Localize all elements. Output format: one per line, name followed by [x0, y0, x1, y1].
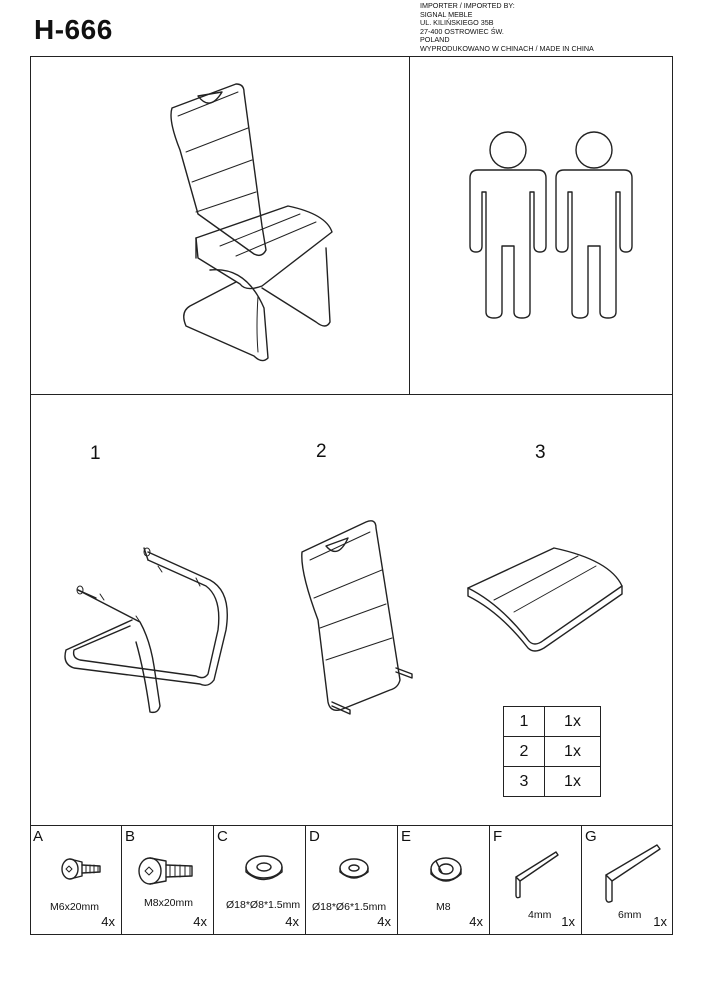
hardware-size: 6mm	[618, 909, 642, 921]
hardware-item-e	[398, 825, 490, 935]
hardware-size: Ø18*Ø8*1.5mm	[226, 899, 301, 911]
hardware-size: M8	[436, 901, 451, 913]
part-number: 3	[504, 767, 545, 797]
table-row	[504, 767, 601, 797]
hardware-count: 4x	[377, 914, 391, 929]
hardware-count: 4x	[193, 914, 207, 929]
part-label-3: 3	[535, 442, 546, 463]
importer-line: IMPORTER / IMPORTED BY:	[420, 1, 515, 10]
part-quantity: 1x	[545, 707, 601, 737]
model-number: H-666	[34, 14, 113, 45]
hardware-size: M8x20mm	[144, 897, 194, 909]
hardware-count: 4x	[285, 914, 299, 929]
hardware-letter: G	[585, 828, 597, 845]
importer-line: SIGNAL MEBLE	[420, 9, 473, 19]
part-number: 1	[504, 707, 545, 737]
parts-quantity-table	[503, 706, 601, 797]
importer-line: UL. KILIŃSKIEGO 35B	[420, 18, 494, 28]
hardware-size: 4mm	[528, 909, 552, 921]
importer-line: 27-400 OSTROWIEC ŚW.	[420, 26, 504, 36]
part-quantity: 1x	[545, 737, 601, 767]
hardware-size: M6x20mm	[50, 901, 100, 913]
hardware-item-a	[30, 825, 122, 935]
hardware-item-f	[490, 825, 582, 935]
part-label-1: 1	[90, 443, 101, 464]
hardware-count: 4x	[101, 914, 115, 929]
hardware-letter: A	[33, 828, 44, 845]
hardware-item-c	[214, 825, 306, 935]
hardware-item-b	[122, 825, 214, 935]
importer-line: WYPRODUKOWANO W CHINACH / MADE IN CHINA	[420, 43, 594, 53]
part-number: 2	[504, 737, 545, 767]
part-label-2: 2	[316, 441, 327, 462]
hardware-item-d	[306, 825, 398, 935]
hardware-count: 1x	[561, 914, 575, 929]
hardware-item-g	[582, 825, 673, 935]
table-row	[504, 707, 601, 737]
hardware-letter: D	[309, 828, 320, 845]
hardware-letter: E	[401, 828, 412, 845]
hardware-count: 1x	[653, 914, 667, 929]
hardware-letter: F	[493, 828, 503, 845]
table-row	[504, 737, 601, 767]
hardware-size: Ø18*Ø6*1.5mm	[312, 901, 387, 913]
part-quantity: 1x	[545, 767, 601, 797]
hardware-letter: C	[217, 828, 228, 845]
hardware-count: 4x	[469, 914, 483, 929]
hardware-letter: B	[125, 828, 136, 845]
importer-line: POLAND	[420, 35, 450, 45]
